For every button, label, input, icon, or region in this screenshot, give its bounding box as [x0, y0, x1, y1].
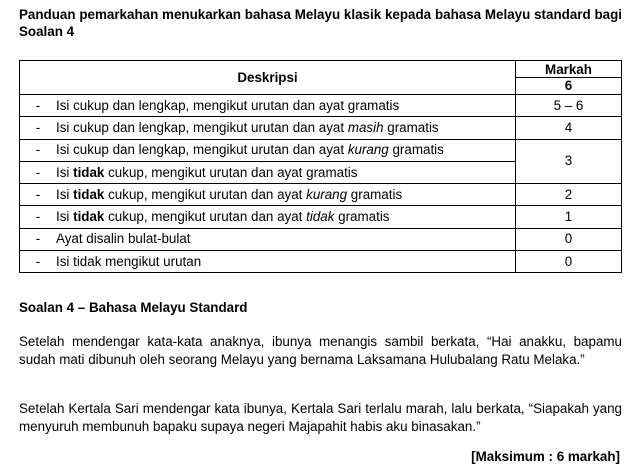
- row-mark: 1: [516, 206, 622, 228]
- table-row: [20, 184, 622, 206]
- bullet-dash: -: [35, 209, 41, 225]
- bullet-dash: -: [35, 142, 41, 158]
- row-description: - Isi cukup dan lengkap, mengikut urutan dan ayat gramatis: [20, 95, 516, 117]
- row-description: - Ayat disalin bulat-bulat: [20, 228, 516, 250]
- table-header-row: [20, 61, 622, 95]
- bullet-dash: -: [35, 97, 41, 113]
- row-description: - Isi tidak mengikut urutan: [20, 251, 516, 273]
- row-mark: 0: [516, 251, 622, 273]
- table-row: [20, 251, 622, 273]
- row-description: - Isi cukup dan lengkap, mengikut urutan dan ayat masih gramatis: [20, 117, 516, 139]
- bullet-dash: -: [35, 164, 41, 180]
- row-description: - Isi cukup dan lengkap, mengikut urutan dan ayat kurang gramatis: [20, 139, 516, 161]
- paragraph-2: Setelah Kertala Sari mendengar kata ibunya, Kertala Sari terlalu marah, lalu berkata, “Siapakah yang menyuruh membunuh bapaku supaya negeri Majapahit habis aku binasakan.”: [19, 401, 622, 434]
- bullet-dash: -: [35, 186, 41, 202]
- paragraph-1: Setelah mendengar kata-kata anaknya, ibunya menangis sambil berkata, “Hai anakku, bapamu sudah mati dibunuh oleh seorang Melayu yang bernama Laksamana Hulubalang Ratu Melaka.”: [19, 334, 622, 367]
- row-mark: 3: [516, 139, 622, 184]
- table-row: [20, 206, 622, 228]
- row-mark: 2: [516, 184, 622, 206]
- marking-rubric-table: [19, 60, 622, 273]
- bullet-dash: -: [35, 253, 41, 269]
- table-row: [20, 139, 622, 161]
- header-mark: [516, 61, 622, 95]
- section-title: Soalan 4 – Bahasa Melayu Standard: [19, 300, 248, 315]
- header-description: Deskripsi: [20, 61, 516, 95]
- row-description: - Isi tidak cukup, mengikut urutan dan ayat gramatis: [20, 161, 516, 183]
- row-mark: 5 – 6: [516, 95, 622, 117]
- bullet-dash: -: [35, 119, 41, 135]
- maximum-marks: [Maksimum : 6 markah]: [471, 449, 620, 464]
- row-description: - Isi tidak cukup, mengikut urutan dan ayat kurang gramatis: [20, 184, 516, 206]
- page-heading: Panduan pemarkahan menukarkan bahasa Melayu klasik kepada bahasa Melayu standard bagi Soalan 4: [19, 7, 622, 39]
- table-row: [20, 228, 622, 250]
- header-mark-max: 6: [564, 78, 573, 93]
- bullet-dash: -: [35, 231, 41, 247]
- header-mark-label: Markah: [516, 61, 621, 78]
- table-row: [20, 117, 622, 139]
- row-description: - Isi tidak cukup, mengikut urutan dan ayat tidak gramatis: [20, 206, 516, 228]
- row-mark: 4: [516, 117, 622, 139]
- row-mark: 0: [516, 228, 622, 250]
- table-row: [20, 95, 622, 117]
